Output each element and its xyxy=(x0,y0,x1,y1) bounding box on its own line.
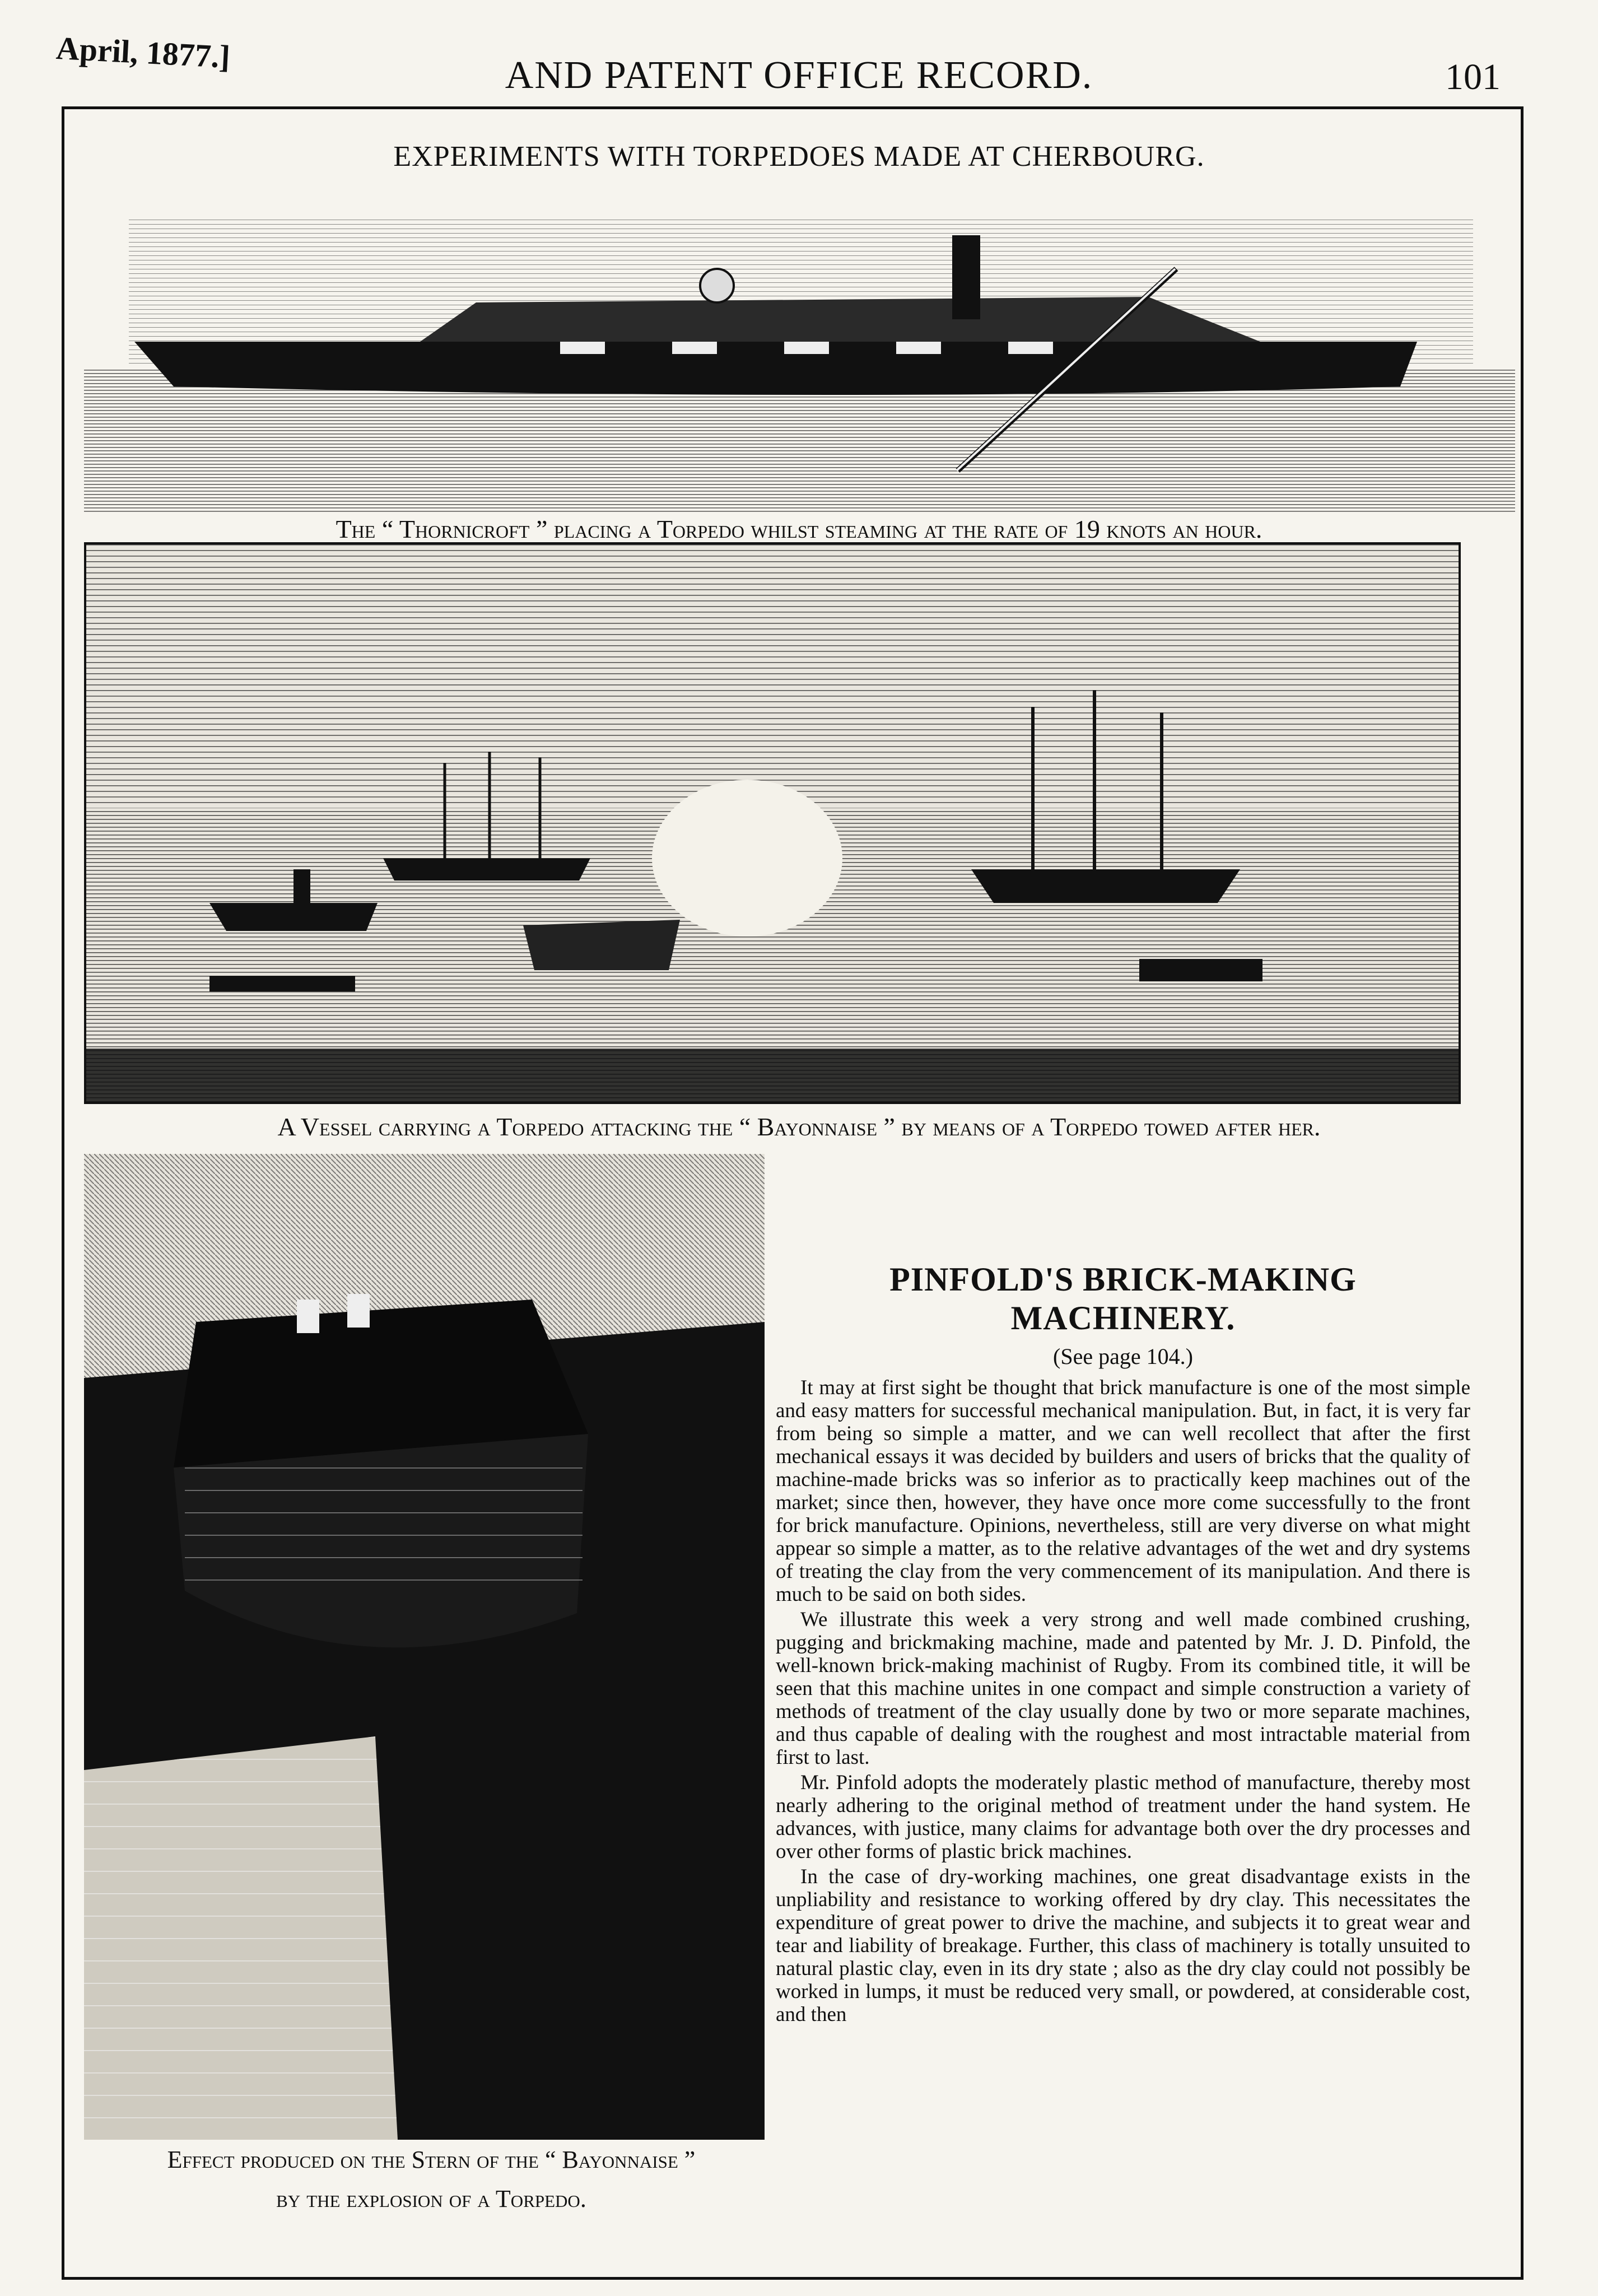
engraving-torpedo-attack-bayonnaise xyxy=(84,542,1461,1104)
caption-stern-line2: by the explosion of a Torpedo. xyxy=(276,2185,586,2213)
page-number: 101 xyxy=(1445,57,1501,97)
article-pinfold-brick-making xyxy=(776,1260,1470,2028)
article-paragraph: In the case of dry-working machines, one great disadvantage exists in the unpliability and resistance to working offered by dry clay. This necessitates the expenditure of great power to drive the machine, and subjects it to great wear and tear and liability of breakage. Further, this class of machinery is totally unsuited to natural plastic clay, even in its dry state ; also as the dry clay could not possibly be worked in lumps, it must be reduced very small, or powdered, at considerable cost, and then xyxy=(776,1865,1470,2026)
section-title: EXPERIMENTS WITH TORPEDOES MADE AT CHERBOURG. xyxy=(393,141,1205,173)
article-title: PINFOLD'S BRICK-MAKING MACHINERY. xyxy=(889,1261,1357,1336)
frame-right-rule xyxy=(1521,106,1524,2280)
article-paragraph: We illustrate this week a very strong and well made combined crushing, pugging and brickmaking machine, made and patented by Mr. J. D. Pinfold, the well-known brick-making machinist of Rugby. From its combined title, it will be seen that this machine unites in one compact and simple construction a variety of methods of treatment of the clay usually done by two or more separate machines, and thus capable of dealing with the roughest and most intractable material from first to last. xyxy=(776,1608,1470,1769)
frame-bottom-rule xyxy=(62,2277,1524,2280)
running-title: AND PATENT OFFICE RECORD. xyxy=(505,54,1093,97)
caption-torpedo-attack: A Vessel carrying a Torpedo attacking the “ Bayonnaise ” by means of a Torpedo towed after her. xyxy=(277,1112,1321,1141)
caption-thornicroft: The “ Thornicroft ” placing a Torpedo whilst steaming at the rate of 19 knots an hour. xyxy=(336,515,1262,543)
caption-stern-line1: Effect produced on the Stern of the “ Bayonnaise ” xyxy=(167,2146,696,2173)
engraving-thornicroft-torpedo-boat xyxy=(84,202,1515,513)
frame-left-rule xyxy=(62,106,64,2280)
article-paragraph: It may at first sight be thought that brick manufacture is one of the most simple and easy matters for successful mechanical manipulation. But, in fact, it is very far from being so simple a matter, and we can well recollect that after the first mechanical essays it was decided by builders and users of bricks that the quality of machine-made bricks was so inferior as to practically keep machines out of the market; since then, however, they have once more come successfully to the front for brick manufacture. Opinions, nevertheless, still are very diverse on what might appear so simple a matter, as to the relative advantages of the wet and dry systems of treating the clay from the very commencement of its manipulation. And there is much to be said on both sides. xyxy=(776,1376,1470,1606)
header-rule xyxy=(62,106,1524,109)
issue-date: April, 1877.] xyxy=(55,29,231,76)
article-paragraph: Mr. Pinfold adopts the moderately plastic method of manufacture, thereby most nearly adhering to the original method of treatment under the hand system. He advances, with justice, many claims for advantage both over the dry processes and over other forms of plastic brick machines. xyxy=(776,1771,1470,1863)
engraving-bayonnaise-stern-damage xyxy=(84,1154,765,2140)
article-subtitle: (See page 104.) xyxy=(1053,1344,1193,1369)
